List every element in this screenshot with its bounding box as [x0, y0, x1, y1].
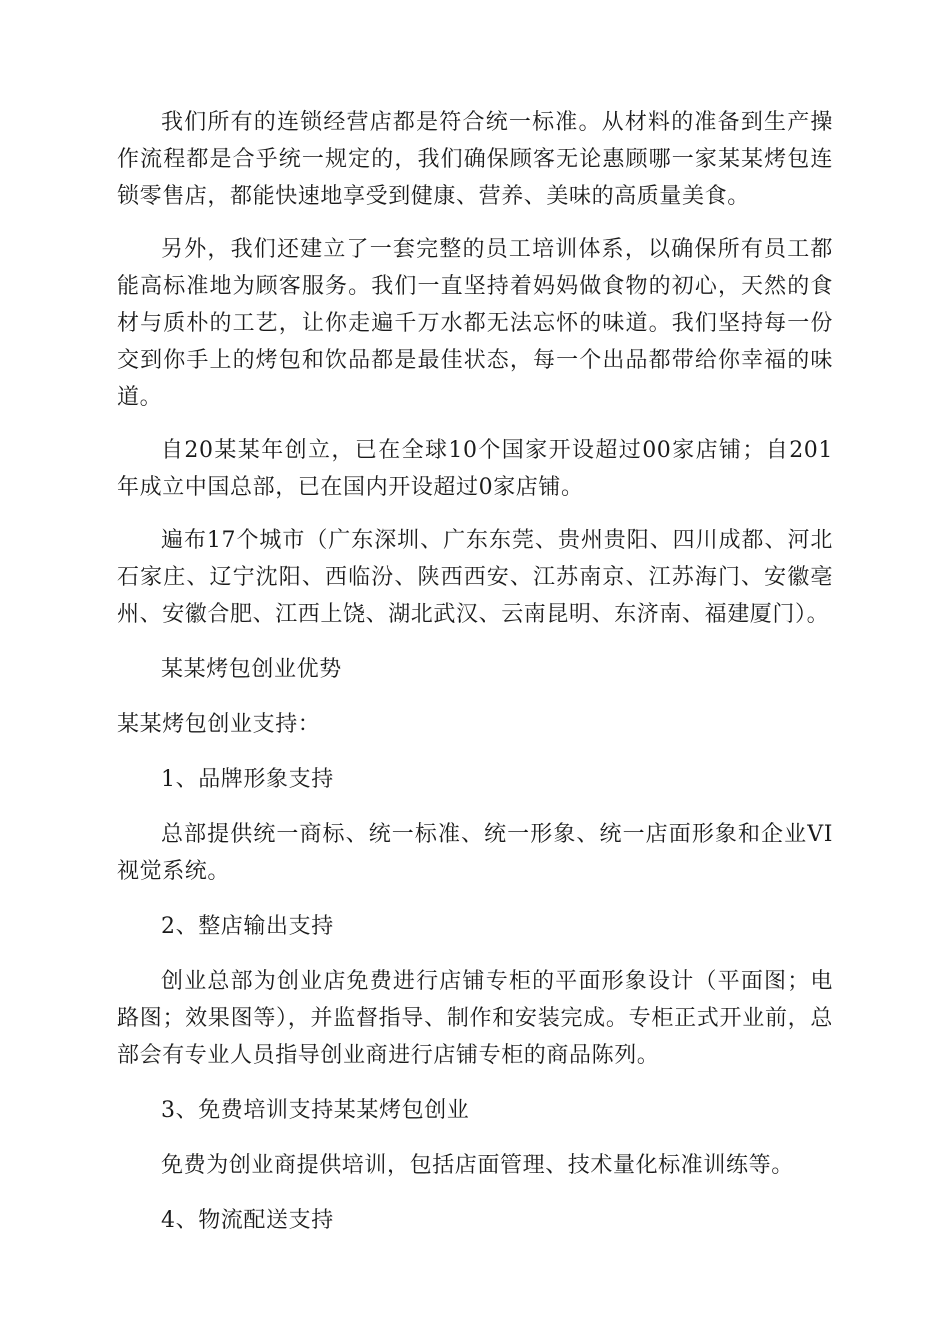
item-heading-brand-image: 1、品牌形象支持 — [161, 767, 334, 792]
item-heading-store-output: 2、整店输出支持 — [161, 914, 334, 939]
heading-advantages: 某某烤包创业优势 — [161, 657, 342, 682]
paragraph-brand-image: 总部提供统一商标、统一标准、统一形象、统一店面形象和企业VI视觉系统。 — [117, 822, 833, 884]
paragraph-city-coverage: 遍布17个城市（广东深圳、广东东莞、贵州贵阳、四川成都、河北石家庄、辽宁沈阳、西临汾、陕西西安、江苏南京、江苏海门、安徽亳州、安徽合肥、江西上饶、湖北武汉、云南昆明、东济南、福建厦门）。 — [117, 528, 833, 627]
item-heading-free-training: 3、免费培训支持某某烤包创业 — [161, 1098, 470, 1123]
document-body — [117, 104, 833, 1257]
heading-support: 某某烤包创业支持： — [117, 712, 321, 737]
item-heading-logistics: 4、物流配送支持 — [161, 1208, 334, 1233]
paragraph-store-output: 创业总部为创业店免费进行店铺专柜的平面形象设计（平面图；电路图；效果图等），并监督指导、制作和安装完成。专柜正式开业前，总部会有专业人员指导创业商进行店铺专柜的商品陈列。 — [117, 969, 833, 1068]
paragraph-staff-training: 另外，我们还建立了一套完整的员工培训体系，以确保所有员工都能高标准地为顾客服务。我们一直坚持着妈妈做食物的初心，天然的食材与质朴的工艺，让你走遍千万水都无法忘怀的味道。我们坚持每一份交到你手上的烤包和饮品都是最佳状态，每一个出品都带给你幸福的味道。 — [117, 237, 833, 410]
paragraph-chain-standards: 我们所有的连锁经营店都是符合统一标准。从材料的准备到生产操作流程都是合乎统一规定的，我们确保顾客无论惠顾哪一家某某烤包连锁零售店，都能快速地享受到健康、营养、美味的高质量美食。 — [117, 110, 833, 209]
paragraph-company-history: 自20某某年创立，已在全球10个国家开设超过00家店铺；自201年成立中国总部，已在国内开设超过0家店铺。 — [117, 438, 833, 500]
paragraph-free-training: 免费为创业商提供培训，包括店面管理、技术量化标准训练等。 — [161, 1153, 794, 1178]
